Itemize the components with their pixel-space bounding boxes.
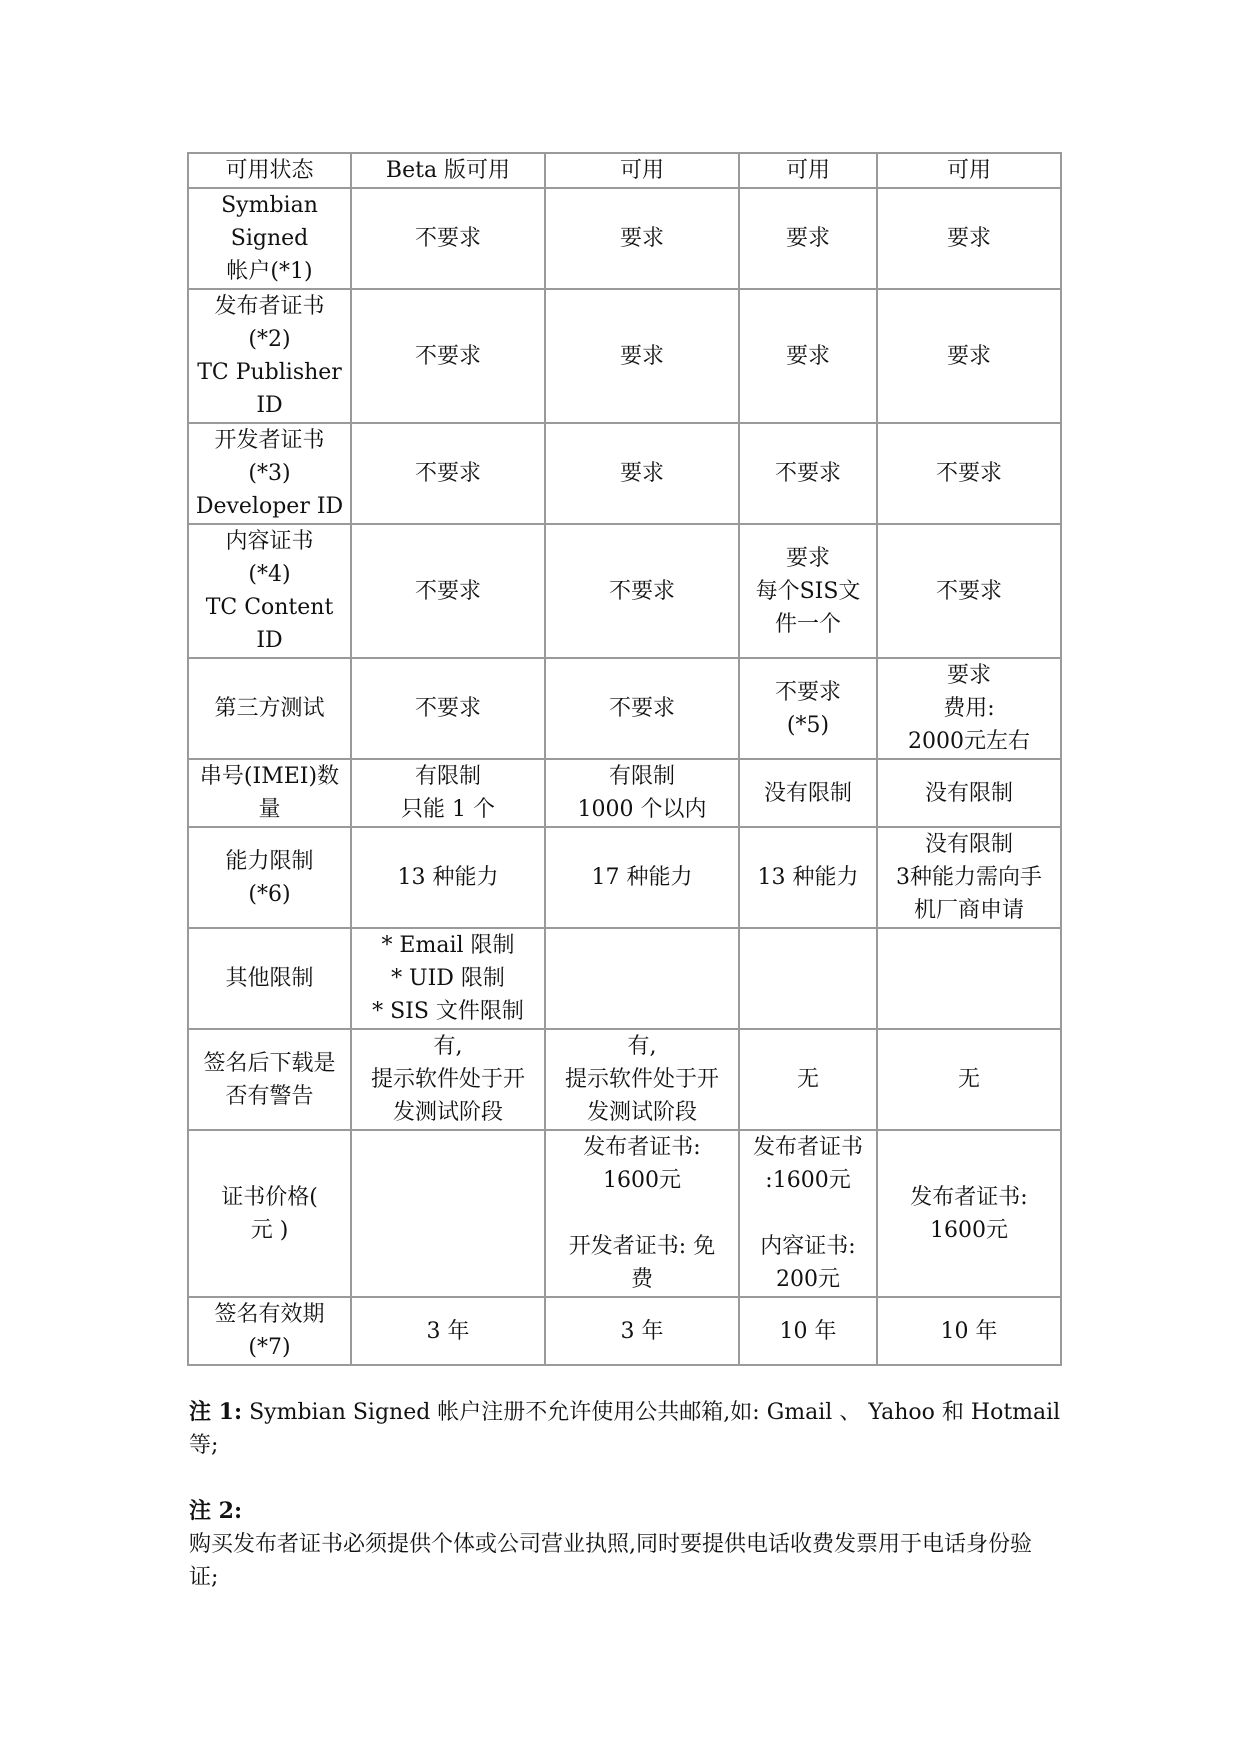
cell-line: * SIS 文件限制 bbox=[372, 999, 524, 1024]
cell-line: (*7) bbox=[248, 1335, 291, 1360]
table-cell bbox=[739, 759, 877, 827]
cell-line: 不要求 bbox=[774, 679, 841, 705]
note-text: Symbian Signed 帐户注册不允许使用公共邮箱,如: Gmail 、 Yahoo 和 Hotmail 等; bbox=[189, 1400, 1061, 1458]
cell-line: 有, bbox=[627, 1034, 657, 1059]
cell-line: 不要求 bbox=[414, 461, 481, 486]
cell-line: 量 bbox=[258, 797, 281, 822]
note-text: 购买发布者证书必须提供个体或公司营业执照,同时要提供电话收费发票用于电话身份验证; bbox=[189, 1532, 1032, 1590]
cell-line: 2000元左右 bbox=[908, 729, 1030, 754]
table-cell bbox=[739, 524, 877, 658]
table-cell bbox=[351, 928, 545, 1029]
table-cell bbox=[351, 1029, 545, 1130]
table-cell bbox=[545, 658, 739, 759]
cell-line: 可用 bbox=[785, 158, 830, 183]
cell-line: 签名后下载是 bbox=[203, 1050, 336, 1076]
cell-line: 要求 bbox=[619, 226, 664, 251]
cell-line: 签名有效期 bbox=[214, 1302, 325, 1327]
cell-line: 帐户(*1) bbox=[226, 259, 313, 284]
cell-line: (*6) bbox=[248, 881, 291, 907]
cell-line: 10 年 bbox=[779, 1318, 837, 1344]
cell-line: 发测试阶段 bbox=[392, 1100, 503, 1125]
cell-line: * Email 限制 bbox=[381, 933, 515, 958]
cell-line: 200元 bbox=[776, 1267, 840, 1292]
cell-line: 发测试阶段 bbox=[586, 1100, 697, 1125]
table-cell bbox=[739, 928, 877, 1029]
cell-line: 其他限制 bbox=[225, 966, 314, 991]
cell-line: 串号(IMEI)数 bbox=[199, 764, 340, 789]
table-cell bbox=[545, 759, 739, 827]
table-cell bbox=[351, 153, 545, 188]
cell-line: 不要求 bbox=[414, 343, 481, 369]
table-cell bbox=[877, 524, 1061, 658]
table-row bbox=[188, 827, 1061, 928]
table-cell bbox=[545, 524, 739, 658]
cell-line: 没有限制 bbox=[924, 832, 1013, 857]
table-cell bbox=[739, 658, 877, 759]
table-cell bbox=[545, 827, 739, 928]
cell-line: 可用状态 bbox=[225, 158, 314, 183]
cell-line: 能力限制 bbox=[225, 848, 314, 874]
cell-line: 元 ) bbox=[250, 1217, 289, 1243]
cell-line: TC Content bbox=[205, 595, 334, 620]
cell-line: 要求 bbox=[619, 461, 664, 486]
table-row bbox=[188, 524, 1061, 658]
cell-line: 要求 bbox=[946, 663, 991, 688]
cell-line: 3 年 bbox=[620, 1318, 664, 1344]
cell-line: 发布者证书: bbox=[910, 1184, 1028, 1210]
cell-line: 要求 bbox=[785, 343, 830, 369]
table-cell bbox=[739, 827, 877, 928]
cell-line: 不要求 bbox=[608, 578, 675, 604]
cell-line: ID bbox=[256, 628, 283, 653]
table-cell bbox=[877, 423, 1061, 524]
table-row bbox=[188, 1297, 1061, 1365]
table-row bbox=[188, 153, 1061, 188]
cell-line: 发布者证书: bbox=[583, 1135, 701, 1160]
cell-line: 机厂商申请 bbox=[913, 898, 1024, 923]
cell-line: * UID 限制 bbox=[391, 966, 505, 991]
cell-line: 费用: bbox=[943, 696, 995, 721]
cell-line: 要求 bbox=[946, 343, 991, 369]
cell-line: 不要求 bbox=[774, 461, 841, 486]
row-label bbox=[188, 827, 351, 928]
row-label bbox=[188, 1130, 351, 1297]
cell-line: 13 种能力 bbox=[757, 865, 859, 890]
row-label bbox=[188, 928, 351, 1029]
table-cell bbox=[351, 289, 545, 423]
cell-line: 只能 1 个 bbox=[401, 797, 495, 822]
row-label bbox=[188, 289, 351, 423]
cell-line: 10 年 bbox=[940, 1318, 998, 1344]
table-row bbox=[188, 188, 1061, 289]
table-cell bbox=[545, 1130, 739, 1297]
table-cell bbox=[545, 188, 739, 289]
table-cell bbox=[351, 759, 545, 827]
cell-line: 无 bbox=[957, 1067, 980, 1092]
table-cell bbox=[739, 1029, 877, 1130]
cell-line: 1600元 bbox=[930, 1217, 1008, 1243]
cell-line: 有限制 bbox=[414, 764, 481, 789]
row-label bbox=[188, 153, 351, 188]
table-cell bbox=[545, 153, 739, 188]
cell-line: 不要求 bbox=[935, 461, 1002, 486]
cell-line: 不要求 bbox=[608, 696, 675, 721]
cell-line: 3 年 bbox=[426, 1318, 470, 1344]
table-cell bbox=[739, 188, 877, 289]
table-cell bbox=[877, 658, 1061, 759]
cell-line: 1600元 bbox=[603, 1168, 681, 1193]
cell-line: Beta 版可用 bbox=[385, 158, 511, 183]
cell-line: 提示软件处于开 bbox=[370, 1067, 525, 1092]
cell-line: 发布者证书 bbox=[752, 1135, 863, 1160]
table-cell bbox=[877, 1130, 1061, 1297]
cell-line: 开发者证书 bbox=[214, 428, 325, 453]
table-body bbox=[188, 153, 1061, 1365]
cell-line: (*5) bbox=[786, 712, 830, 738]
cell-line: 内容证书 bbox=[225, 529, 314, 554]
cell-line: 不要求 bbox=[414, 696, 481, 721]
cell-line: 要求 bbox=[946, 226, 991, 251]
table-cell bbox=[877, 827, 1061, 928]
cell-line: 不要求 bbox=[414, 226, 481, 251]
cell-line: ID bbox=[256, 393, 283, 418]
table-cell bbox=[877, 928, 1061, 1029]
table-cell bbox=[739, 1297, 877, 1365]
table-cell bbox=[739, 289, 877, 423]
cell-line: Signed bbox=[230, 226, 309, 251]
table-cell bbox=[877, 1029, 1061, 1130]
notes-section bbox=[189, 1396, 1061, 1627]
table-cell bbox=[351, 524, 545, 658]
cell-line: 可用 bbox=[619, 158, 664, 183]
row-label bbox=[188, 658, 351, 759]
cell-line: 内容证书: bbox=[760, 1234, 856, 1259]
cell-line: 证书价格( bbox=[221, 1184, 318, 1210]
cell-line: 没有限制 bbox=[924, 780, 1013, 806]
table-cell bbox=[351, 1297, 545, 1365]
table-cell bbox=[545, 289, 739, 423]
table-cell bbox=[351, 1130, 545, 1297]
cell-line bbox=[550, 1197, 734, 1230]
cell-line: 要求 bbox=[785, 226, 830, 251]
table-cell bbox=[351, 188, 545, 289]
note-title: 注 1: bbox=[189, 1399, 243, 1425]
cell-line: 可用 bbox=[946, 158, 991, 183]
table-cell bbox=[545, 1029, 739, 1130]
cell-line: :1600元 bbox=[765, 1168, 851, 1193]
table-cell bbox=[351, 423, 545, 524]
cell-line: 否有警告 bbox=[225, 1083, 314, 1109]
table-row bbox=[188, 1029, 1061, 1130]
cell-line: 1000 个以内 bbox=[577, 797, 707, 822]
table-row bbox=[188, 1130, 1061, 1297]
cell-line: 3种能力需向手 bbox=[896, 865, 1042, 890]
table-cell bbox=[877, 1297, 1061, 1365]
table-cell bbox=[877, 759, 1061, 827]
row-label bbox=[188, 524, 351, 658]
cell-line: 有, bbox=[433, 1034, 463, 1059]
table-cell bbox=[545, 928, 739, 1029]
note-paragraph bbox=[189, 1396, 1061, 1462]
cell-line: (*2) bbox=[248, 327, 291, 352]
cell-line: 无 bbox=[796, 1067, 819, 1092]
cell-line: 不要求 bbox=[935, 578, 1002, 604]
note-title: 注 2: bbox=[189, 1498, 243, 1524]
table-cell bbox=[351, 827, 545, 928]
cell-line: 不要求 bbox=[414, 578, 481, 604]
table-cell bbox=[877, 188, 1061, 289]
signing-comparison-table bbox=[187, 152, 1062, 1366]
table-row bbox=[188, 289, 1061, 423]
table-cell bbox=[739, 423, 877, 524]
cell-line: Symbian bbox=[221, 193, 318, 218]
cell-line: 13 种能力 bbox=[397, 865, 499, 890]
cell-line: 第三方测试 bbox=[214, 696, 325, 721]
table-cell bbox=[877, 153, 1061, 188]
table-row bbox=[188, 928, 1061, 1029]
table-cell bbox=[351, 658, 545, 759]
cell-line: 提示软件处于开 bbox=[564, 1067, 719, 1092]
cell-line bbox=[744, 1197, 872, 1230]
cell-line: 费 bbox=[630, 1267, 653, 1292]
table-cell bbox=[545, 423, 739, 524]
cell-line: 开发者证书: 免 bbox=[568, 1234, 716, 1259]
table-cell bbox=[877, 289, 1061, 423]
cell-line: 有限制 bbox=[608, 764, 675, 789]
cell-line: Developer ID bbox=[195, 494, 344, 519]
cell-line: 要求 bbox=[619, 343, 664, 369]
table-cell bbox=[545, 1297, 739, 1365]
cell-line: 要求 bbox=[785, 545, 830, 571]
row-label bbox=[188, 188, 351, 289]
cell-line: 件一个 bbox=[774, 611, 841, 637]
row-label bbox=[188, 1297, 351, 1365]
table-row bbox=[188, 658, 1061, 759]
table-row bbox=[188, 759, 1061, 827]
table-cell bbox=[739, 1130, 877, 1297]
row-label bbox=[188, 1029, 351, 1130]
row-label bbox=[188, 423, 351, 524]
note-paragraph bbox=[189, 1495, 1061, 1594]
cell-line: 17 种能力 bbox=[591, 865, 693, 890]
cell-line: 没有限制 bbox=[763, 780, 852, 806]
cell-line: 每个SIS文 bbox=[755, 578, 861, 604]
table-cell bbox=[739, 153, 877, 188]
cell-line: (*4) bbox=[248, 562, 291, 587]
cell-line: TC Publisher bbox=[197, 360, 342, 385]
cell-line: 发布者证书 bbox=[214, 294, 325, 319]
table-row bbox=[188, 423, 1061, 524]
cell-line: (*3) bbox=[248, 461, 291, 486]
row-label bbox=[188, 759, 351, 827]
